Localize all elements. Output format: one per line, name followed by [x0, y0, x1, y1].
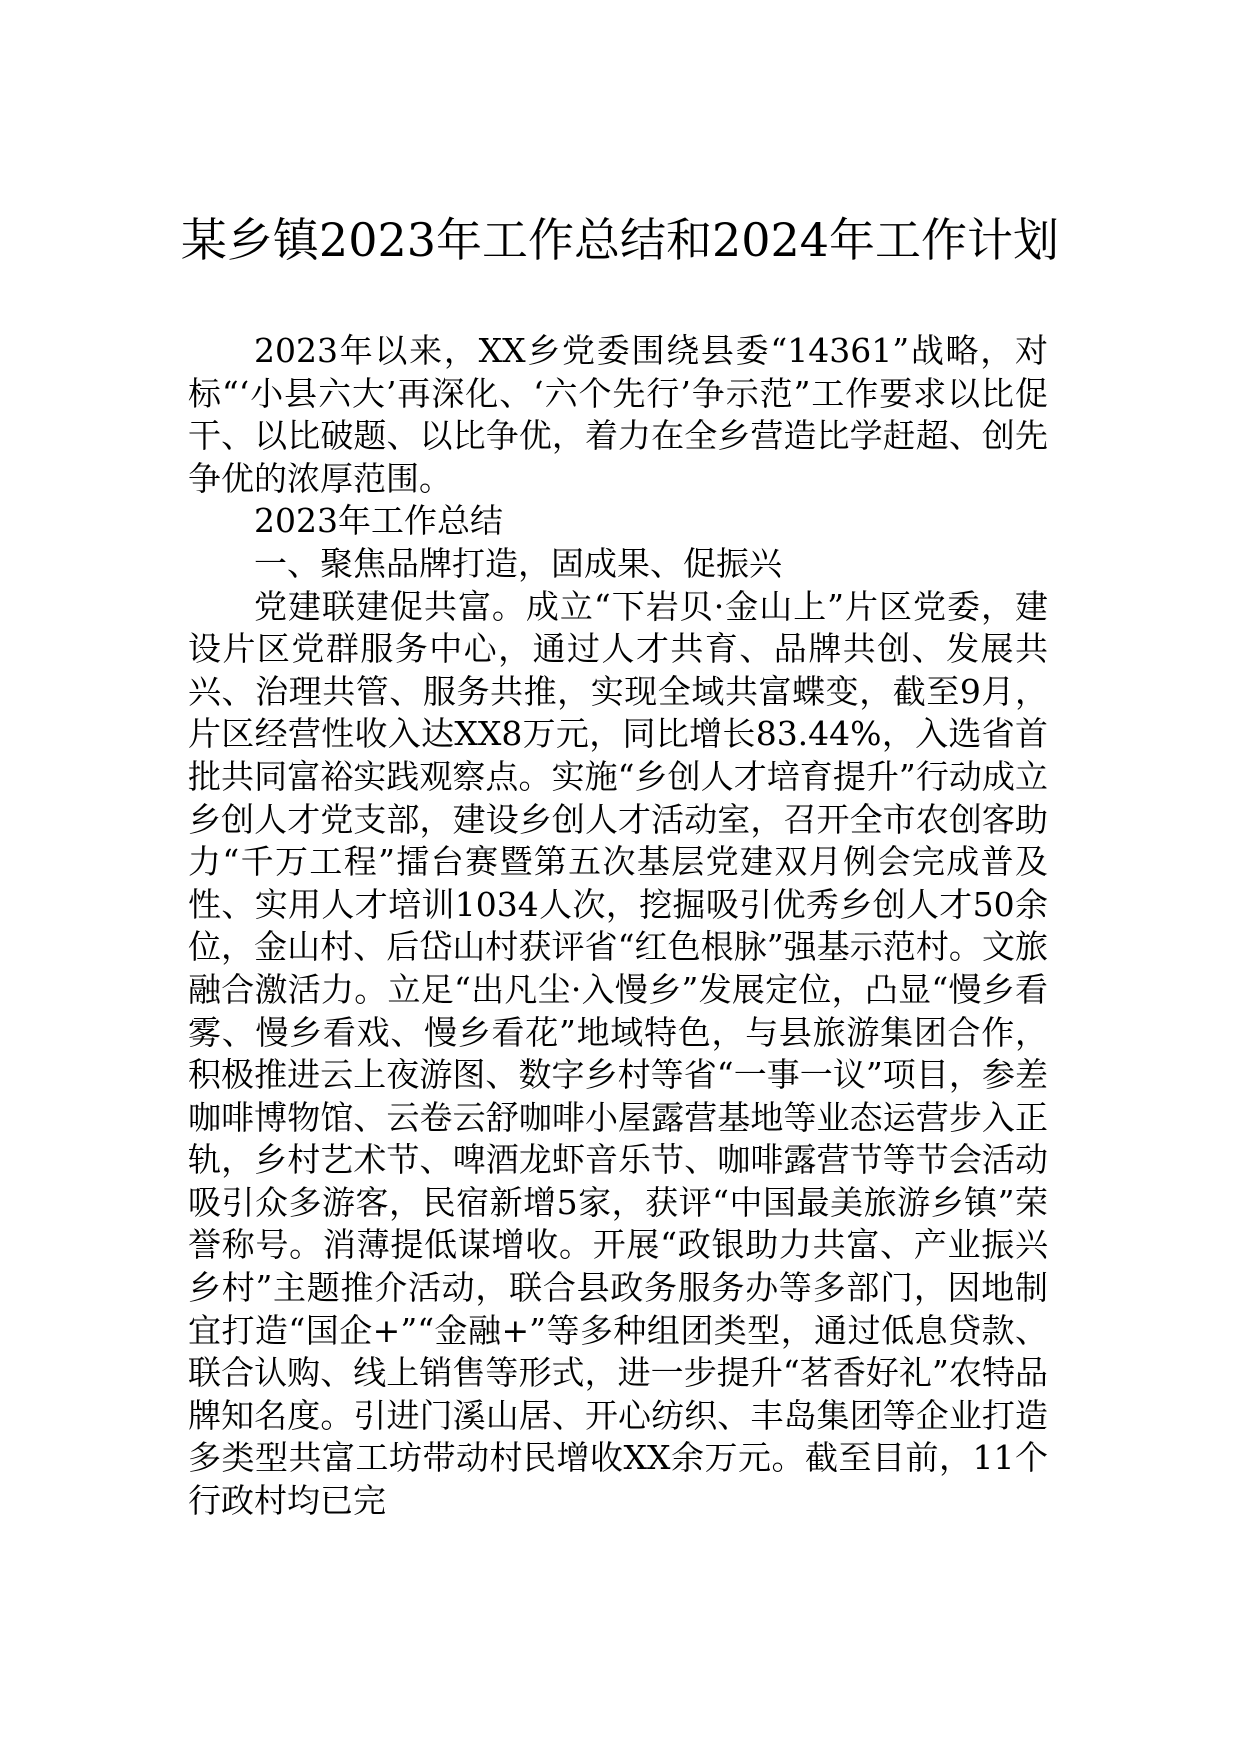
- section-1-paragraph: 党建联建促共富。成立“下岩贝·金山上”片区党委，建设片区党群服务中心，通过人才共育、品牌共创、发展共兴、治理共管、服务共推，实现全域共富蝶变，截至9月，片区经营性收入达XX8万元，同比增长83.44%，入选省首批共同富裕实践观察点。实施“乡创人才培育提升”行动成立乡创人才党支部，建设乡创人才活动室，召开全市农创客助力“千万工程”擂台赛暨第五次基层党建双月例会完成普及性、实用人才培训1034人次，挖掘吸引优秀乡创人才50余位，金山村、后岱山村获评省“红色根脉”强基示范村。文旅融合激活力。立足“出凡尘·入慢乡”发展定位，凸显“慢乡看雾、慢乡看戏、慢乡看花”地域特色，与县旅游集团合作，积极推进云上夜游图、数字乡村等省“一事一议”项目，参差咖啡博物馆、云卷云舒咖啡小屋露营基地等业态运营步入正轨，乡村艺术节、啤酒龙虾音乐节、咖啡露营节等节会活动吸引众多游客，民宿新增5家，获评“中国最美旅游乡镇”荣誉称号。消薄提低谋增收。开展“政银助力共富、产业振兴乡村”主题推介活动，联合县政务服务办等多部门，因地制宜打造“国企+”“金融+”等多种组团类型，通过低息贷款、联合认购、线上销售等形式，进一步提升“茗香好礼”农特品牌知名度。引进门溪山居、开心纺织、丰岛集团等企业打造多类型共富工坊带动村民增收XX余万元。截至目前，11个行政村均已完: [188, 586, 1048, 1521]
- intro-paragraph: 2023年以来，XX乡党委围绕县委“14361”战略，对标“‘小县六大’再深化、‘六个先行’争示范”工作要求以比促干、以比破题、以比争优，着力在全乡营造比学赶超、创先争优的浓厚范围。: [188, 331, 1048, 498]
- summary-heading: 2023年工作总结: [254, 501, 503, 541]
- document-body: [188, 330, 1048, 1523]
- document-title: 某乡镇2023年工作总结和2024年工作计划: [180, 213, 1060, 267]
- section-heading-1: 一、聚焦品牌打造，固成果、促振兴: [254, 543, 782, 583]
